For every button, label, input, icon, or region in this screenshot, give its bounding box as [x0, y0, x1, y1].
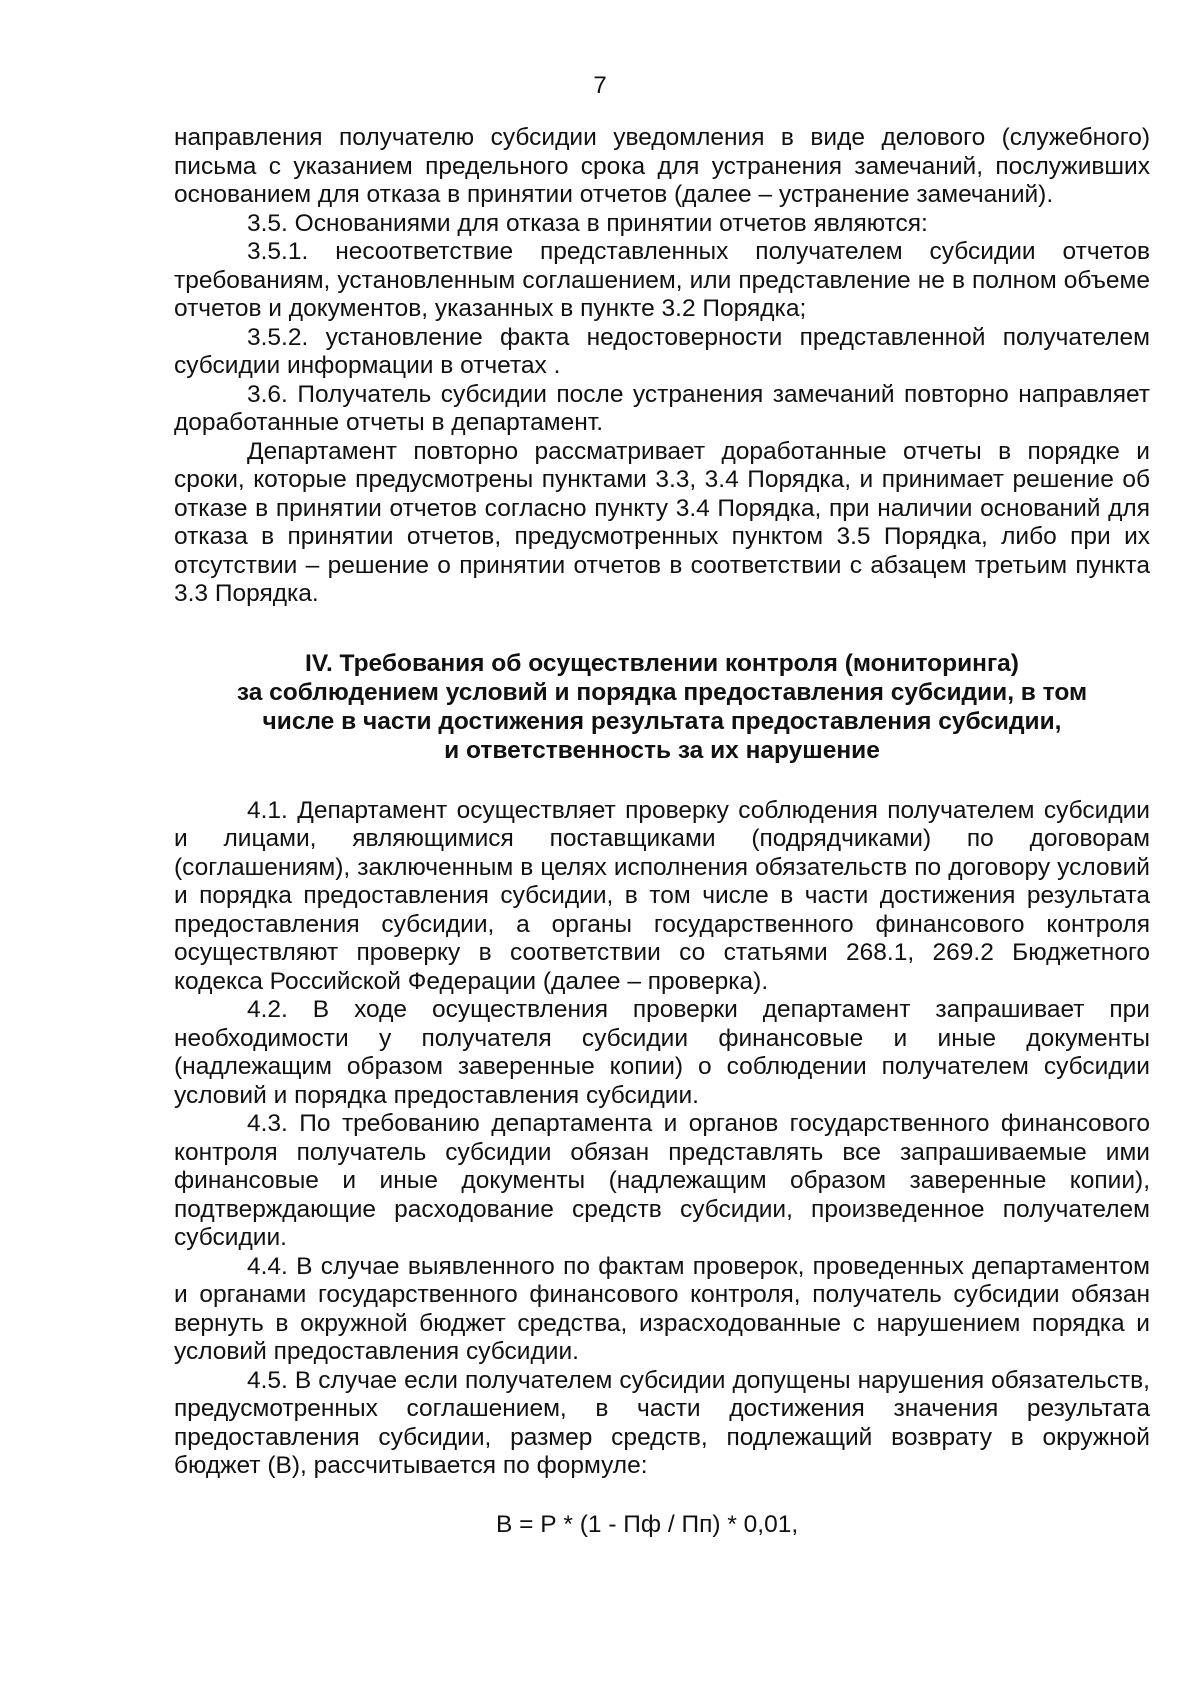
paragraph: 3.5. Основаниями для отказа в принятии отчетов являются: [247, 209, 928, 237]
section-heading-line: IV. Требования об осуществлении контроля (мониторинга) [305, 649, 1019, 677]
paragraphs-after-heading [174, 797, 1150, 1481]
paragraph: 4.1. Департамент осуществляет проверку соблюдения получателем субсидии и лицами, являющимися поставщиками (подрядчиками) по договорам (соглашениям), заключенным в целях исполнения обязательств по договору условий и порядка предоставления субсидии, в том числе в части достижения результата предоставления субсидии, а органы государственного финансового контроля осуществляют проверку в соответствии со статьями 268.1, 269.2 Бюджетного кодекса Российской Федерации (далее – проверка). [174, 796, 1150, 995]
section-heading-line: и ответственность за их нарушение [444, 736, 880, 764]
paragraph: 4.2. В ходе осуществления проверки департамент запрашивает при необходимости у получателя субсидии финансовые и иные документы (надлежащим образом заверенные копии) о соблюдении получателем субсидии условий и порядка предоставления субсидии. [174, 996, 1150, 1109]
paragraph: 3.5.2. установление факта недостоверности представленной получателем субсидии информации в отчетах . [174, 323, 1150, 379]
paragraph: 4.5. В случае если получателем субсидии допущены нарушения обязательств, предусмотренных соглашением, в части достижения значения результата предоставления субсидии, размер средств, подлежащий возврату в окружной бюджет (В), рассчитывается по формуле: [174, 1366, 1150, 1479]
section-heading-line: за соблюдением условий и порядка предоставления субсидии, в том [236, 678, 1088, 706]
paragraph: 4.3. По требованию департамента и органов государственного финансового контроля получатель субсидии обязан представлять все запрашиваемые ими финансовые и иные документы (надлежащим образом заверенные копии), подтверждающие расходование средств субсидии, произведенное получателем субсидии. [174, 1110, 1150, 1251]
paragraph: направления получателю субсидии уведомления в виде делового (служебного) письма с указанием предельного срока для устранения замечаний, послуживших основанием для отказа в принятии отчетов (далее – устранение замечаний). [174, 124, 1150, 208]
section-heading [174, 649, 1150, 765]
formula: В = Р * (1 - Пф / Пп) * 0,01, [496, 1510, 799, 1538]
section-heading-line: числе в части достижения результата предоставления субсидии, [262, 707, 1062, 735]
paragraph: 4.4. В случае выявленного по фактам проверок, проведенных департаментом и органами государственного финансового контроля, получатель субсидии обязан вернуть в окружной бюджет средства, израсходованные с нарушением порядка и условий предоставления субсидии. [174, 1252, 1150, 1365]
paragraph: 3.5.1. несоответствие представленных получателем субсидии отчетов требованиям, установленным соглашением, или представление не в полном объеме отчетов и документов, указанных в пункте 3.2 Порядка; [174, 238, 1150, 322]
paragraph: Департамент повторно рассматривает доработанные отчеты в порядке и сроки, которые предусмотрены пунктами 3.3, 3.4 Порядка, и принимает решение об отказе в принятии отчетов согласно пункту 3.4 Порядка, при наличии оснований для отказа в принятии отчетов, предусмотренных пунктом 3.5 Порядка, либо при их отсутствии – решение о принятии отчетов в соответствии с абзацем третьим пункта 3.3 Порядка. [174, 437, 1150, 607]
paragraphs-before-heading [174, 124, 1150, 609]
document-body [174, 124, 1150, 1539]
page-number: 7 [593, 72, 607, 99]
paragraph: 3.6. Получатель субсидии после устранения замечаний повторно направляет доработанные отчеты в департамент. [174, 380, 1150, 436]
